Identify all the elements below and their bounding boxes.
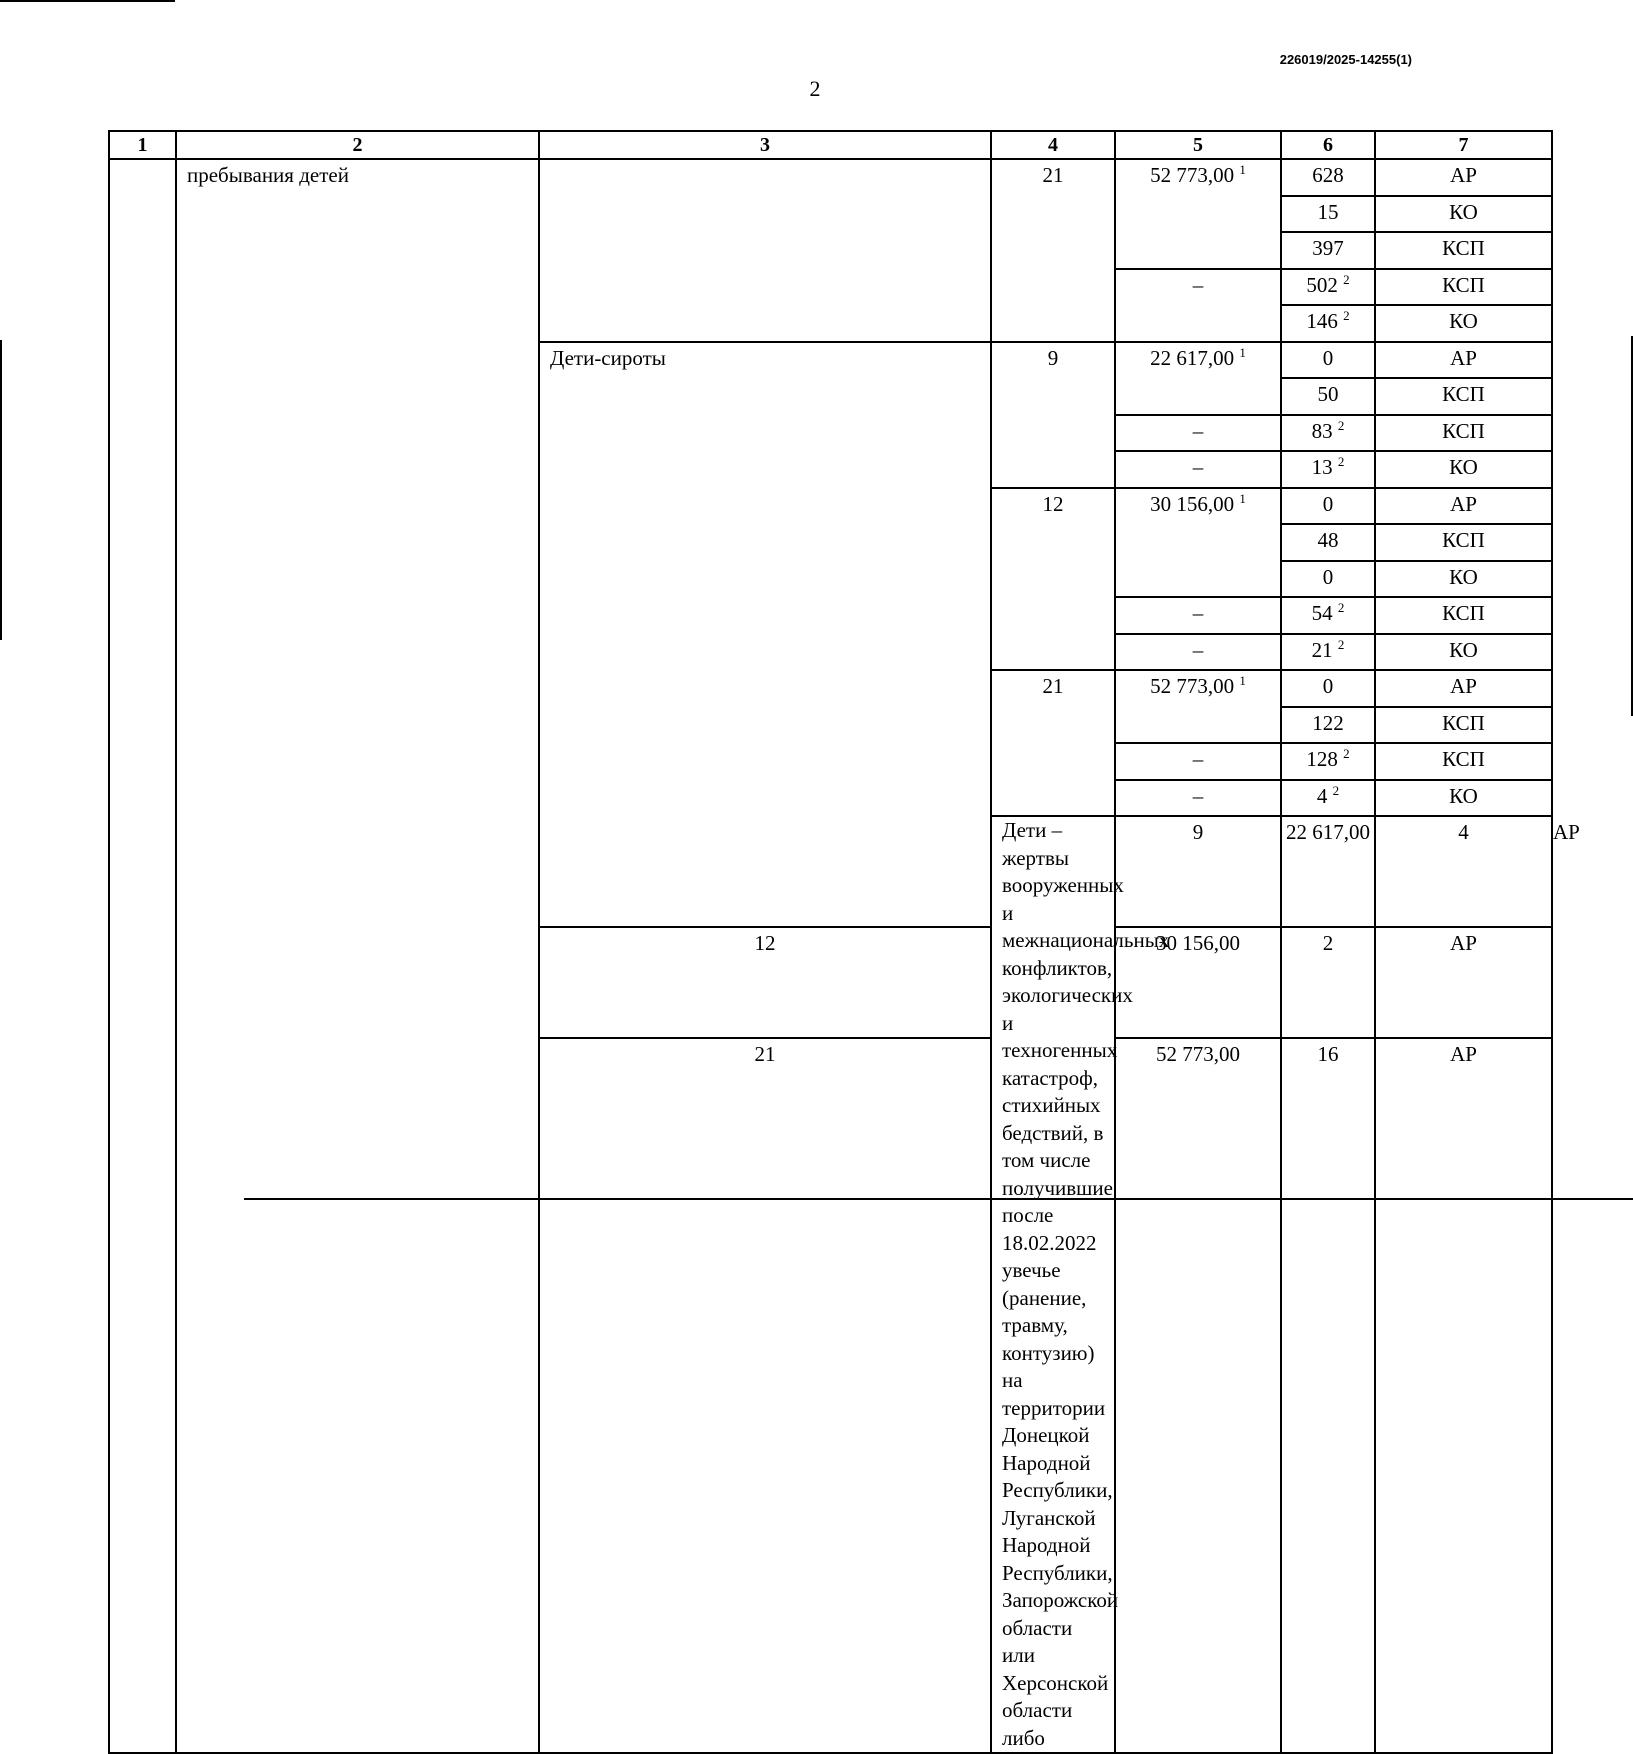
age-cell: 21 bbox=[991, 670, 1115, 816]
subcategory-cell bbox=[991, 816, 1170, 1753]
category-text: пребывания детей bbox=[187, 163, 349, 187]
count-value: 54 bbox=[1311, 601, 1333, 625]
scan-edge-mark bbox=[0, 0, 175, 2]
type-cell: АР bbox=[1375, 670, 1552, 707]
column-1-cell bbox=[109, 159, 176, 1753]
subcategory-text-line: и межнациональных конфликтов, bbox=[1002, 900, 1170, 980]
footnote-mark: 2 bbox=[1337, 454, 1345, 469]
footnote-mark: 2 bbox=[1343, 308, 1350, 323]
amount-value: 52 773,00 bbox=[1150, 674, 1235, 698]
count-cell: 0 bbox=[1281, 342, 1375, 379]
type-cell: КО bbox=[1375, 634, 1552, 671]
amount-cell: 52 773,00 bbox=[1115, 1038, 1281, 1753]
age-cell: 21 bbox=[539, 1038, 991, 1753]
count-cell bbox=[1281, 305, 1375, 342]
count-cell bbox=[1281, 780, 1375, 817]
count-cell bbox=[1281, 269, 1375, 306]
count-cell: 4 bbox=[1375, 816, 1552, 927]
age-cell: 9 bbox=[1115, 816, 1281, 927]
footnote-mark: 2 bbox=[1343, 271, 1350, 287]
count-cell bbox=[1281, 634, 1375, 671]
type-cell: КСП bbox=[1375, 743, 1552, 780]
count-value: 4 bbox=[1316, 783, 1328, 808]
amount-value: 30 156,00 bbox=[1150, 491, 1235, 516]
type-cell: АР bbox=[1375, 1038, 1552, 1753]
count-cell: 48 bbox=[1281, 524, 1375, 561]
subcategory-text-line: на территории Донецкой Народной bbox=[1002, 1368, 1106, 1475]
count-cell: 0 bbox=[1281, 670, 1375, 707]
column-header: 7 bbox=[1375, 131, 1552, 159]
amount-cell: – bbox=[1115, 743, 1281, 780]
amount-cell: 30 156,00 bbox=[1115, 927, 1281, 1038]
count-cell: 15 bbox=[1281, 196, 1375, 233]
column-header: 3 bbox=[539, 131, 991, 159]
subcategory-cell bbox=[539, 342, 991, 928]
type-cell: КСП bbox=[1375, 597, 1552, 634]
document-registration-code: 226019/2025-14255(1) bbox=[1279, 52, 1412, 67]
footnote-mark: 1 bbox=[1239, 162, 1246, 177]
amount-cell: 22 617,00 bbox=[1281, 816, 1375, 927]
footnote-mark: 2 bbox=[1337, 636, 1345, 652]
type-cell: АР bbox=[1375, 342, 1552, 379]
amount-cell bbox=[1115, 670, 1281, 743]
footnote-mark: 1 bbox=[1239, 490, 1246, 506]
count-cell: 0 bbox=[1281, 488, 1375, 525]
amount-cell bbox=[1115, 159, 1281, 269]
type-cell: КО bbox=[1375, 780, 1552, 817]
table-header-row bbox=[109, 131, 1552, 159]
table-row bbox=[109, 159, 1552, 196]
count-cell: 397 bbox=[1281, 232, 1375, 269]
count-value: 13 bbox=[1311, 455, 1333, 479]
count-cell: 628 bbox=[1281, 159, 1375, 196]
column-header: 1 bbox=[109, 131, 176, 159]
count-value: 128 bbox=[1306, 747, 1338, 771]
type-cell: АР bbox=[1375, 927, 1552, 1038]
amount-value: 22 617,00 bbox=[1150, 345, 1235, 370]
type-cell: КО bbox=[1375, 561, 1552, 598]
age-cell: 21 bbox=[991, 159, 1115, 342]
amount-cell: – bbox=[1115, 415, 1281, 452]
data-table bbox=[108, 130, 1580, 1754]
amount-cell bbox=[1115, 342, 1281, 415]
count-cell: 0 bbox=[1281, 561, 1375, 598]
subcategory-text-line: получившие после 18.02.2022 bbox=[1002, 1175, 1113, 1255]
subcategory-text-line: стихийных бедствий, в том числе bbox=[1002, 1093, 1104, 1172]
amount-value: 52 773,00 bbox=[1150, 163, 1235, 187]
footnote-mark: 1 bbox=[1239, 673, 1246, 688]
type-cell: АР bbox=[1375, 159, 1552, 196]
subcategory-text-line: или Херсонской области либо bbox=[1002, 1643, 1109, 1750]
count-cell bbox=[1281, 743, 1375, 780]
count-value: 502 bbox=[1306, 272, 1338, 297]
count-cell bbox=[1281, 451, 1375, 488]
footnote-mark: 2 bbox=[1332, 782, 1340, 798]
column-header: 4 bbox=[991, 131, 1115, 159]
scan-edge-mark bbox=[0, 340, 2, 640]
subcategory-cell bbox=[539, 159, 991, 342]
amount-cell: – bbox=[1115, 780, 1281, 817]
age-cell: 12 bbox=[539, 927, 991, 1038]
count-cell: 2 bbox=[1281, 927, 1375, 1038]
subcategory-text-line: увечье (ранение, травму, контузию) bbox=[1002, 1258, 1095, 1365]
footnote-mark: 2 bbox=[1337, 600, 1345, 615]
amount-cell: – bbox=[1115, 451, 1281, 488]
subcategory-text: Дети-сироты bbox=[550, 345, 666, 370]
type-cell: КО bbox=[1375, 451, 1552, 488]
count-cell bbox=[1281, 415, 1375, 452]
footnote-mark: 2 bbox=[1343, 746, 1350, 761]
page-number: 2 bbox=[809, 76, 821, 101]
age-cell: 12 bbox=[991, 488, 1115, 671]
type-cell: КСП bbox=[1375, 415, 1552, 452]
count-cell: 16 bbox=[1281, 1038, 1375, 1753]
count-value: 146 bbox=[1306, 309, 1338, 333]
amount-cell: – bbox=[1115, 597, 1281, 634]
subcategory-text-line: экологических и техногенных катастроф, bbox=[1002, 983, 1133, 1090]
count-cell bbox=[1281, 597, 1375, 634]
amount-cell bbox=[1115, 488, 1281, 598]
count-value: 83 bbox=[1311, 418, 1333, 443]
footnote-mark: 1 bbox=[1239, 344, 1246, 360]
subcategory-text-line: Дети – жертвы вооруженных bbox=[1002, 818, 1124, 897]
amount-cell: – bbox=[1115, 269, 1281, 342]
amount-cell: – bbox=[1115, 634, 1281, 671]
type-cell: КСП bbox=[1375, 378, 1552, 415]
column-header: 5 bbox=[1115, 131, 1281, 159]
type-cell: КСП bbox=[1375, 232, 1552, 269]
subcategory-text-line: Республики, Луганской Народной bbox=[1002, 1478, 1113, 1557]
footnote-mark: 2 bbox=[1337, 417, 1345, 433]
column-header: 2 bbox=[176, 131, 539, 159]
table-row: Дети – жертвы вооруженных и межнациональных конфликтов, экологических и техногенных катастроф, стихийных бедствий, в том числе получившие после 18.02.2022 увечье (ранение, травму, контузию) на территории Донецкой Народной Республики, Луганской Народной Республики, Запорожской области или Херсонской области либо 9 22 617,00 4 АР bbox=[109, 816, 1552, 927]
type-cell: КО bbox=[1375, 305, 1552, 342]
category-cell bbox=[176, 159, 539, 1753]
column-header: 6 bbox=[1281, 131, 1375, 159]
count-cell: 122 bbox=[1281, 707, 1375, 744]
type-cell: КСП bbox=[1375, 269, 1552, 306]
age-cell: 9 bbox=[991, 342, 1115, 488]
type-cell: КО bbox=[1375, 196, 1552, 233]
subcategory-text-line: Республики, Запорожской области bbox=[1002, 1560, 1119, 1640]
type-cell: АР bbox=[1375, 488, 1552, 525]
type-cell: КСП bbox=[1375, 707, 1552, 744]
count-value: 21 bbox=[1311, 637, 1333, 662]
count-cell: 50 bbox=[1281, 378, 1375, 415]
type-cell: КСП bbox=[1375, 524, 1552, 561]
